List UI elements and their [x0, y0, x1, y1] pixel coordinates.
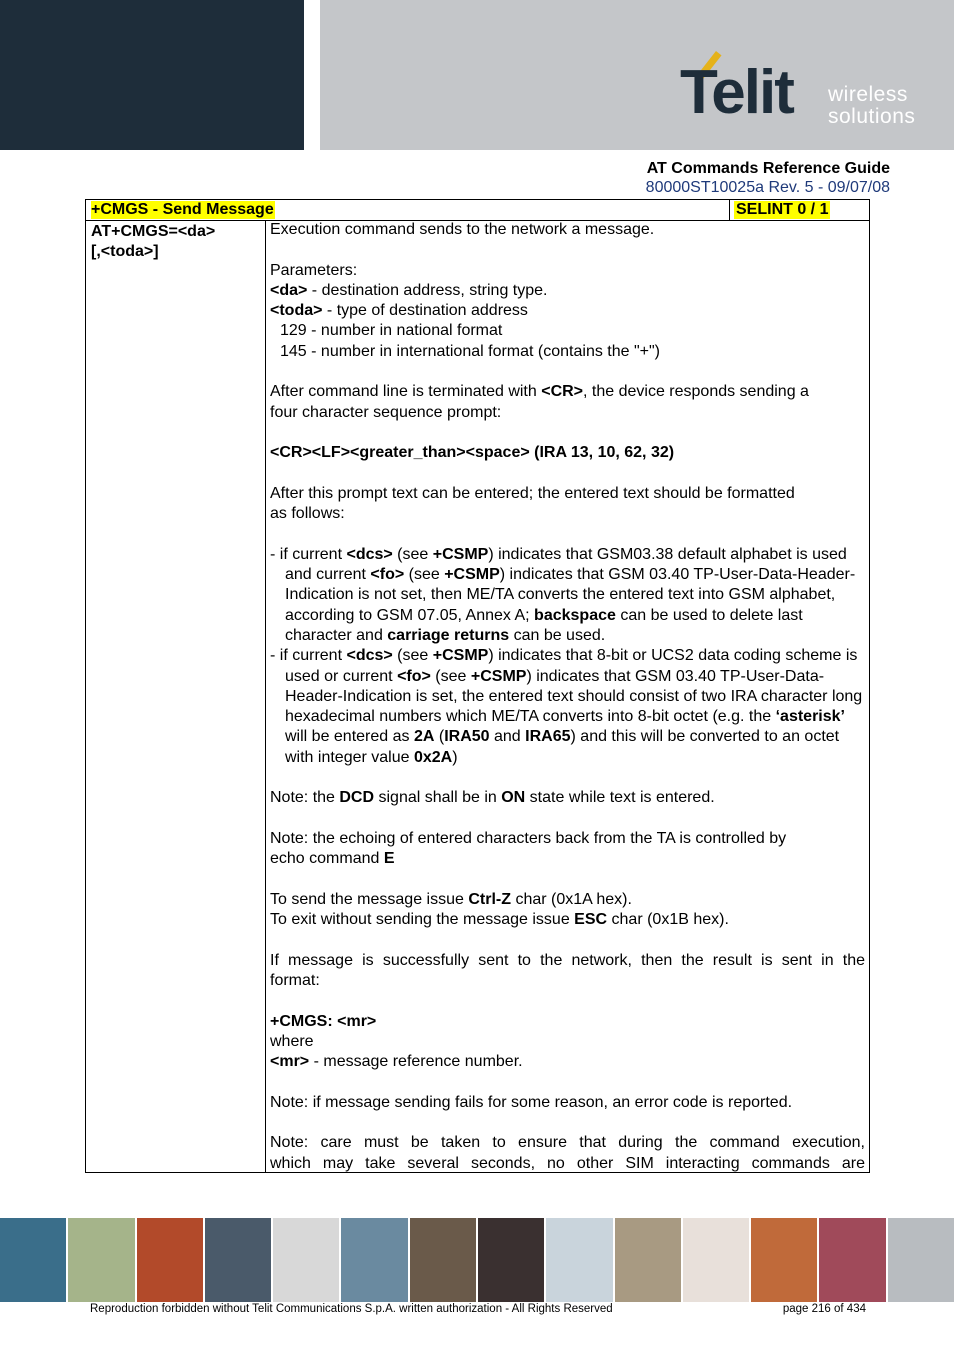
photo-tile [683, 1218, 749, 1302]
format-rule-hex-octets: - if current <dcs> (see +CSMP) indicates that 8-bit or UCS2 data coding scheme is used or current <fo> (see +CSMP) indicates that GSM 03.40 TP-User-Data-Header-Indication is set, the entered text should consist of two IRA character long hexadecimal numbers which ME/TA converts into 8-bit octet (e.g. the ‘asterisk’ will be entered as 2A (IRA50 and IRA65) and this will be converted to an octet with integer value 0x2A) [270, 647, 863, 766]
document-title: AT Commands Reference Guide [646, 160, 890, 177]
logo-brand: Telit [680, 58, 793, 127]
photo-tile [751, 1218, 817, 1302]
param-da: <da> - destination address, string type. [270, 281, 548, 299]
toda-value-145: 145 - number in international format (contains the "+") [280, 342, 660, 360]
exit-instruction: To exit without sending the message issue ESC char (0x1B hex). [270, 911, 729, 929]
copyright-notice: Reproduction forbidden without Telit Communications S.p.A. written authorization - All Rights Reserved [90, 1303, 613, 1315]
command-description [270, 220, 865, 1174]
send-instruction: To send the message issue Ctrl-Z char (0x1A hex). [270, 890, 632, 908]
note-error: Note: if message sending fails for some reason, an error code is reported. [270, 1093, 793, 1111]
note-dcd: Note: the DCD signal shall be in ON state while text is entered. [270, 789, 715, 807]
logo-tagline [828, 84, 915, 128]
param-toda: <toda> - type of destination address [270, 302, 528, 320]
prompt-sequence: <CR><LF><greater_than><space> (IRA 13, 10, 62, 32) [270, 444, 675, 462]
param-mr: <mr> - message reference number. [270, 1053, 523, 1071]
photo-strip [0, 1218, 954, 1302]
header-dark-panel [0, 0, 304, 150]
prompt-intro: After command line is terminated with <CR>, the device responds sending a four character sequence prompt: [270, 383, 809, 421]
note-sim: Note: care must be taken to ensure that during the command execution, which may take several seconds, no other SIM interacting commands are [270, 1134, 865, 1172]
document-revision: 80000ST10025a Rev. 5 - 09/07/08 [645, 179, 890, 196]
toda-value-129: 129 - number in national format [280, 322, 503, 340]
result-intro: If message is successfully sent to the network, then the result is sent in the format: [270, 951, 865, 989]
intro-text: Execution command sends to the network a message. [270, 221, 655, 238]
result-response: +CMGS: <mr> [270, 1012, 377, 1030]
column-divider [265, 221, 266, 1173]
logo-tagline-line1: wireless [828, 83, 908, 106]
command-syntax-line2: [,<toda>] [91, 243, 159, 260]
photo-tile [68, 1218, 134, 1302]
command-heading: +CMGS - Send Message [91, 201, 274, 218]
format-rule-gsm-alphabet: - if current <dcs> (see +CSMP) indicates that GSM03.38 default alphabet is used and current <fo> (see +CSMP) indicates that GSM 03.40 TP-User-Data-Header-Indication is not set, then ME/TA converts the entered text into GSM alphabet, according to GSM 07.05, Annex A; backspace can be used to delete last character and carriage returns can be used. [270, 545, 856, 644]
photo-tile [137, 1218, 203, 1302]
document-title-block [646, 159, 890, 197]
header-divider [729, 200, 730, 220]
table-header-row [86, 200, 869, 221]
selint-badge: SELINT 0 / 1 [736, 201, 829, 218]
photo-tile [615, 1218, 681, 1302]
command-syntax [91, 222, 215, 262]
logo-tagline-line2: solutions [828, 105, 916, 128]
format-intro: After this prompt text can be entered; the entered text should be formatted as follows: [270, 484, 795, 523]
where-label: where [270, 1032, 314, 1050]
photo-tile [341, 1218, 407, 1302]
photo-tile [888, 1218, 954, 1302]
page-number: page 216 of 434 [782, 1303, 866, 1315]
photo-tile [273, 1218, 339, 1302]
photo-tile [205, 1218, 271, 1302]
photo-tile [410, 1218, 476, 1302]
command-syntax-line1: AT+CMGS=<da> [91, 223, 216, 240]
parameters-label: Parameters: [270, 261, 358, 279]
telit-logo [676, 48, 936, 138]
photo-tile [546, 1218, 612, 1302]
photo-tile [819, 1218, 885, 1302]
command-table [85, 199, 870, 1173]
photo-tile [0, 1218, 66, 1302]
photo-tile [478, 1218, 544, 1302]
note-echo: Note: the echoing of entered characters back from the TA is controlled by echo command E [270, 829, 787, 868]
